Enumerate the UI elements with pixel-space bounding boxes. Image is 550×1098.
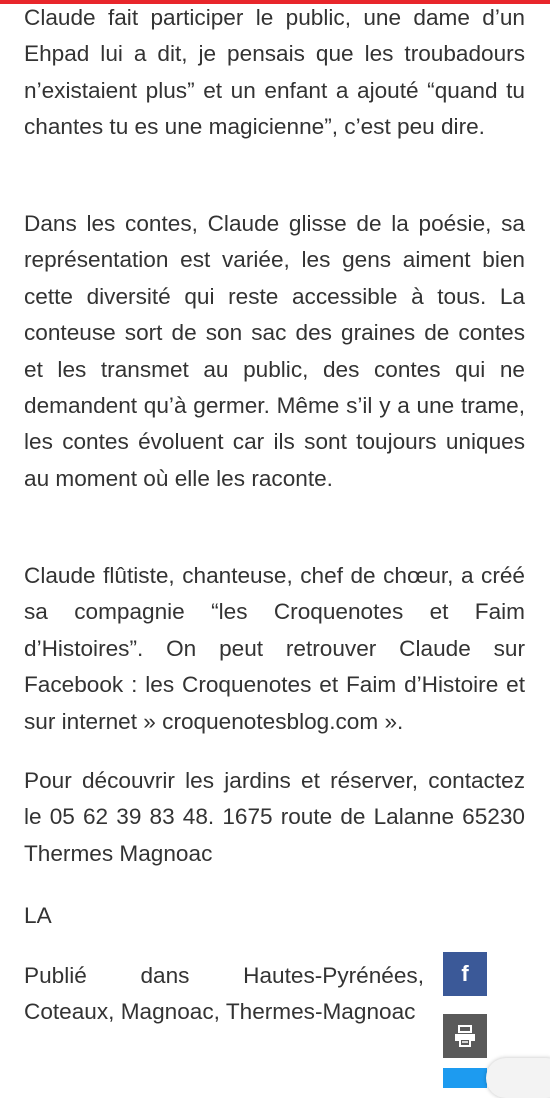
article-paragraph: Pour découvrir les jardins et réserver, contactez le 05 62 39 83 48. 1675 route de Lalanne 65230 Thermes Magnoac — [24, 768, 525, 866]
category-link-hautes-pyrenees[interactable]: Hautes-Pyrénées — [243, 963, 418, 988]
floating-widget[interactable] — [486, 1058, 550, 1098]
category-link-magnoac[interactable]: Magnoac — [120, 999, 214, 1025]
published-in: Publié dans Hautes-Pyrénées, Coteaux, Magnoac, Thermes-Magnoac — [24, 963, 424, 1025]
print-button[interactable] — [443, 1014, 487, 1058]
article-paragraph: Claude flûtiste, chanteuse, chef de chœur, a créé sa compagnie “les Croquenotes et Faim d’Histoires”. On peut retrouver Claude sur Facebook : les Croquenotes et Faim d’Histoire et sur internet » croquenotesblog.com ». — [24, 563, 525, 734]
category-link-coteaux[interactable]: Coteaux — [24, 999, 109, 1025]
article-paragraph: Dans les contes, Claude glisse de la poésie, sa représentation est variée, les gens aiment bien cette diversité qui reste accessible à tous. La conteuse sort de son sac des graines de contes et les transmet au public, des contes qui ne demandent qu’à germer. Même s’il y a une trame, les contes évoluent car ils sont toujours uniques au moment où elle les raconte. — [24, 211, 525, 491]
print-icon — [453, 1025, 477, 1047]
published-label: Publié dans — [24, 963, 244, 988]
article-paragraph: Claude fait participer le public, une dame d’un Ehpad lui a dit, je pensais que les troubadours n’existaient plus” et un enfant a ajouté “quand tu chantes tu es une magicienne”, c’est peu dire. — [24, 5, 525, 140]
twitter-share-button[interactable] — [443, 1068, 487, 1088]
author-initials: LA — [24, 903, 52, 928]
facebook-icon: f — [461, 961, 469, 986]
facebook-share-button[interactable] — [443, 952, 487, 996]
category-link-thermes-magnoac[interactable]: Thermes-Magnoac — [225, 999, 416, 1025]
